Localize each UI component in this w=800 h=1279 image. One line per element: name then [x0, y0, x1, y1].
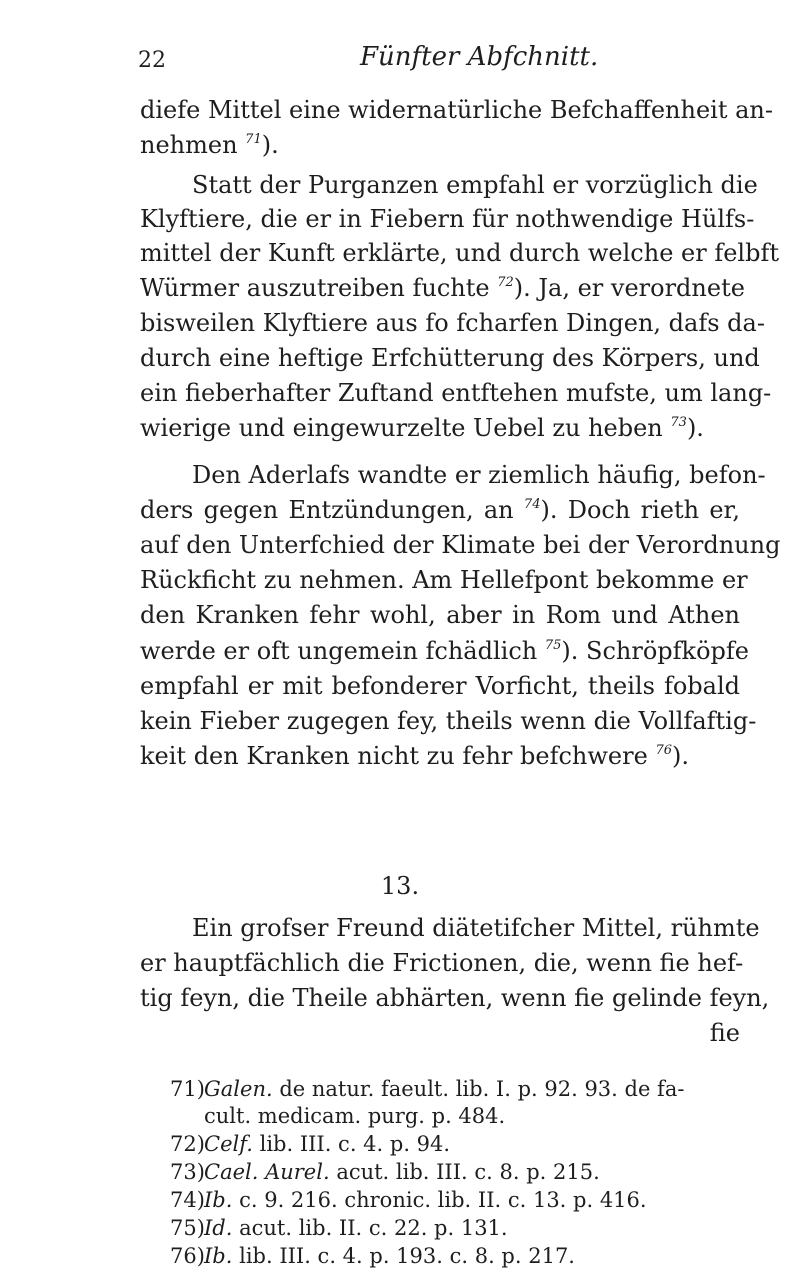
page-number: 22	[138, 48, 166, 73]
text-line: Ein grofser Freund diätetifcher Mittel, rühmte	[192, 914, 760, 942]
text-line: werde er oft ungemein fchädlich $^{75}$). Schröpfköpfe	[140, 637, 749, 665]
footnote-ref: 73	[670, 415, 687, 430]
text-line: auf den Unterfchied der Klimate bei der Verordnung	[140, 531, 781, 559]
text-line: durch eine heftige Erfchütterung des Körpers, und	[140, 344, 760, 372]
footnote: 74)Ib. c. 9. 216. chronic. lib. II. c. 13. p. 416.	[170, 1188, 647, 1212]
text-line: er hauptfächlich die Frictionen, die, wenn fie hef-	[140, 949, 744, 977]
footnote: 76)Ib. lib. III. c. 4. p. 193. c. 8. p. 217.	[170, 1244, 575, 1268]
page-header	[0, 42, 800, 88]
footnote: 71)Galen. de natur. faeult. lib. I. p. 92. 93. de fa-	[170, 1077, 685, 1101]
text-line: keit den Kranken nicht zu fehr befchwere $^{76}$).	[140, 742, 689, 770]
text-line: tig feyn, die Theile abhärten, wenn fie gelinde feyn,	[140, 984, 770, 1012]
footnote-ref: 72	[497, 275, 514, 290]
text-line: diefe Mittel eine widernatürliche Befchaffenheit an-	[140, 96, 773, 124]
text-line: Statt der Purganzen empfahl er vorzüglich die	[192, 171, 758, 199]
text-line: Den Aderlafs wandte er ziemlich häufig, befon-	[192, 461, 766, 489]
text-line: ein fieberhafter Zuftand entftehen mufste, um lang-	[140, 379, 772, 407]
section-number: 13.	[380, 872, 420, 900]
text-line: nehmen $^{71}$).	[140, 131, 279, 159]
footnote-ref: 74	[523, 497, 541, 512]
text-line: mittel der Kunft erklärte, und durch welche er felbft	[140, 239, 779, 267]
text-line: empfahl er mit befonderer Vorficht, theils fobald	[140, 672, 740, 700]
text-line: ders gegen Entzündungen, an $^{74}$). Doch rieth er,	[140, 496, 740, 524]
text-line: den Kranken fehr wohl, aber in Rom und Athen	[140, 601, 740, 629]
footnote: 72)Celf. lib. III. c. 4. p. 94.	[170, 1132, 451, 1156]
catchword: fie	[709, 1019, 740, 1047]
text-line: kein Fieber zugegen fey, theils wenn die Vollfaftig-	[140, 707, 757, 735]
footnote: 75)Id. acut. lib. II. c. 22. p. 131.	[170, 1216, 508, 1240]
footnote-ref: 75	[544, 638, 562, 653]
footnote-ref: 76	[655, 743, 672, 758]
footnote-ref: 71	[245, 132, 262, 147]
footnote: 73)Cael. Aurel. acut. lib. III. c. 8. p. 215.	[170, 1160, 600, 1184]
text-line: wierige und eingewurzelte Uebel zu heben $^{73}$).	[140, 414, 704, 442]
text-line: Rückficht zu nehmen. Am Hellefpont bekomme er	[140, 566, 748, 594]
running-title: Fünfter Abfchnitt.	[360, 42, 599, 72]
text-line: bisweilen Klyftiere aus fo fcharfen Dingen, dafs da-	[140, 309, 765, 337]
text-line: Würmer auszutreiben fuchte $^{72}$). Ja, er verordnete	[140, 274, 745, 302]
text-line: Klyftiere, die er in Fiebern für nothwendige Hülfs-	[140, 205, 755, 233]
footnote-continuation: cult. medicam. purg. p. 484.	[204, 1104, 506, 1128]
